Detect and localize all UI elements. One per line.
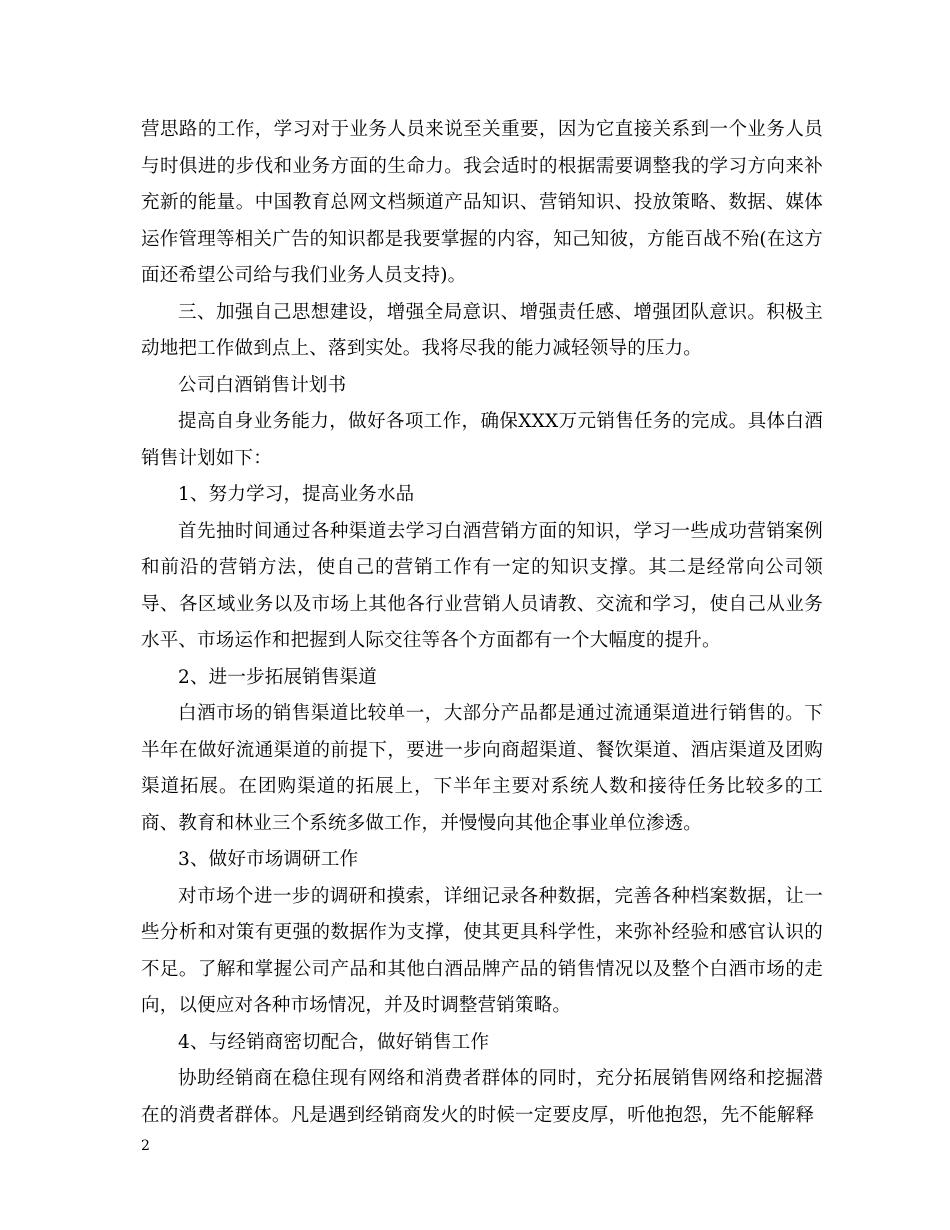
paragraph-plan-intro: 提高自身业务能力，做好各项工作，确保XXX万元销售任务的完成。具体白酒销售计划如下：: [141, 411, 823, 469]
document-body: [141, 112, 823, 1134]
heading-item-3: 3、做好市场调研工作: [178, 849, 359, 870]
paragraph-item-4: 协助经销商在稳住现有网络和消费者群体的同时，充分拓展销售网络和挖掘潜在的消费者群体。凡是遇到经销商发火的时候一定要皮厚，听他抱怨，先不能解释: [141, 1068, 823, 1126]
paragraph-section-three: 三、加强自己思想建设，增强全局意识、增强责任感、增强团队意识。积极主动地把工作做到点上、落到实处。我将尽我的能力减轻领导的压力。: [141, 301, 823, 359]
heading-item-1: 1、努力学习，提高业务水品: [178, 484, 415, 505]
paragraph-item-3: 对市场个进一步的调研和摸索，详细记录各种数据，完善各种档案数据，让一些分析和对策有更强的数据作为支撑，使其更具科学性，来弥补经验和感官认识的不足。了解和掌握公司产品和其他白酒品牌产品的销售情况以及整个白酒市场的走向，以便应对各种市场情况，并及时调整营销策略。: [141, 885, 823, 1016]
paragraph-item-2: 白酒市场的销售渠道比较单一，大部分产品都是通过流通渠道进行销售的。下半年在做好流通渠道的前提下，要进一步向商超渠道、餐饮渠道、酒店渠道及团购渠道拓展。在团购渠道的拓展上，下半年主要对系统人数和接待任务比较多的工商、教育和林业三个系统多做工作，并慢慢向其他企事业单位渗透。: [141, 703, 823, 834]
paragraph-continuation: 营思路的工作，学习对于业务人员来说至关重要，因为它直接关系到一个业务人员与时俱进的步伐和业务方面的生命力。我会适时的根据需要调整我的学习方向来补充新的能量。中国教育总网文档频道产品知识、营销知识、投放策略、数据、媒体运作管理等相关广告的知识都是我要掌握的内容，知己知彼，方能百战不殆(在这方面还希望公司给与我们业务人员支持)。: [141, 119, 823, 286]
heading-item-2: 2、进一步拓展销售渠道: [178, 666, 377, 688]
paragraph-item-1: 首先抽时间通过各种渠道去学习白酒营销方面的知识，学习一些成功营销案例和前沿的营销方法，使自己的营销工作有一定的知识支撑。其二是经常向公司领导、各区域业务以及市场上其他各行业营销人员请教、交流和学习，使自己从业务水平、市场运作和把握到人际交往等各个方面都有一个大幅度的提升。: [141, 520, 823, 651]
heading-item-4: 4、与经销商密切配合，做好销售工作: [178, 1031, 490, 1053]
page-number: 2: [141, 1138, 150, 1154]
paragraph-plan-title: 公司白酒销售计划书: [178, 374, 347, 396]
